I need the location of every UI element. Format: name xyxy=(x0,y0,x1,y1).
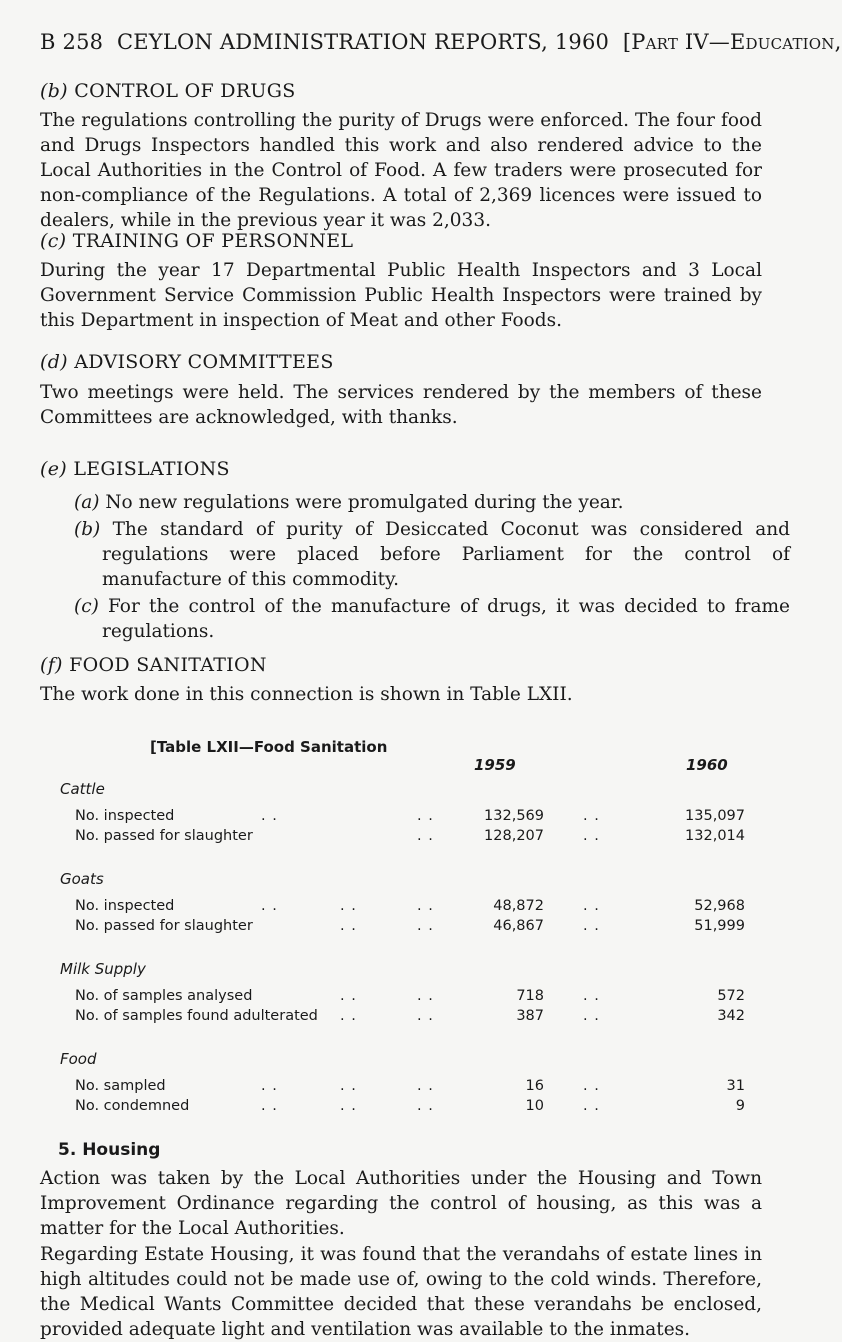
table-row: No. condemned . . . . . . . . 10 9 xyxy=(75,1098,745,1114)
paragraph-training: During the year 17 Departmental Public Health Inspectors and 3 Local Government Service Commission Public Health Inspectors were trained by this Department in inspection of Meat and other Foods. xyxy=(40,260,762,331)
section-heading-advisory: (d) ADVISORY COMMITTEES xyxy=(40,351,334,373)
table-row: No. inspected . . . . . . 132,569 135,097 xyxy=(75,808,745,824)
table-group-label: Food xyxy=(60,1050,97,1068)
section-heading-legislations: (e) LEGISLATIONS xyxy=(40,458,230,480)
paragraph-advisory: Two meetings were held. The services rendered by the members of these Committees are acknowledged, with thanks. xyxy=(40,382,762,428)
report-title: CEYLON ADMINISTRATION REPORTS, 1960 xyxy=(116,30,610,54)
paragraph-housing-1: Action was taken by the Local Authorities under the Housing and Town Improvement Ordinance regarding the control of housing, as this was a matter for the Local Authorities. xyxy=(40,1168,762,1239)
page-header xyxy=(40,30,842,54)
table-row: No. passed for slaughter . . . . . . 46,867 51,999 xyxy=(75,918,745,934)
section-heading-housing: 5. Housing xyxy=(58,1140,161,1160)
column-header-1960: 1960 xyxy=(686,756,728,774)
legislation-item: (c) For the control of the manufacture of drugs, it was decided to frame regulations. xyxy=(74,596,790,642)
page-reference: B 258 xyxy=(40,30,104,54)
part-label: [Part IV—Education, xyxy=(622,30,842,54)
section-heading-food-sanitation: (f) FOOD SANITATION xyxy=(40,654,267,676)
column-header-1959: 1959 xyxy=(474,756,516,774)
table-row: No. passed for slaughter . . . . 128,207 132,014 xyxy=(75,828,745,844)
table-group-label: Cattle xyxy=(60,780,105,798)
section-heading-control-of-drugs: (b) CONTROL OF DRUGS xyxy=(40,80,296,102)
paragraph-food-sanitation: The work done in this connection is shown in Table LXII. xyxy=(40,684,573,705)
table-group-label: Milk Supply xyxy=(60,960,146,978)
legislation-item: (a) No new regulations were promulgated during the year. xyxy=(74,492,624,513)
legislation-item: (b) The standard of purity of Desiccated Coconut was considered and regulations were placed before Parliament for the control of manufacture of this commodity. xyxy=(74,519,790,590)
table-group-label: Goats xyxy=(60,870,104,888)
section-heading-training: (c) TRAINING OF PERSONNEL xyxy=(40,230,354,252)
paragraph-housing-2: Regarding Estate Housing, it was found that the verandahs of estate lines in high altitudes could not be made use of, owing to the cold winds. Therefore, the Medical Wants Committee decided that these verandahs be enclosed, provided adequate light and ventilation was available to the inmates. xyxy=(40,1244,762,1340)
table-row: No. sampled . . . . . . . . 16 31 xyxy=(75,1078,745,1094)
table-row: No. inspected . . . . . . . . 48,872 52,968 xyxy=(75,898,745,914)
paragraph-control-of-drugs: The regulations controlling the purity of Drugs were enforced. The four food and Drugs Inspectors handled this work and also rendered advice to the Local Authorities in the Control of Food. A few traders were prosecuted for non-compliance of the Regulations. A total of 2,369 licences were issued to dealers, while in the previous year it was 2,033. xyxy=(40,110,762,231)
table-row: No. of samples found adulterated . . . . . . 387 342 xyxy=(75,1008,745,1024)
table-caption: [Table LXII—Food Sanitation xyxy=(150,738,388,756)
table-row: No. of samples analysed . . . . . . 718 572 xyxy=(75,988,745,1004)
